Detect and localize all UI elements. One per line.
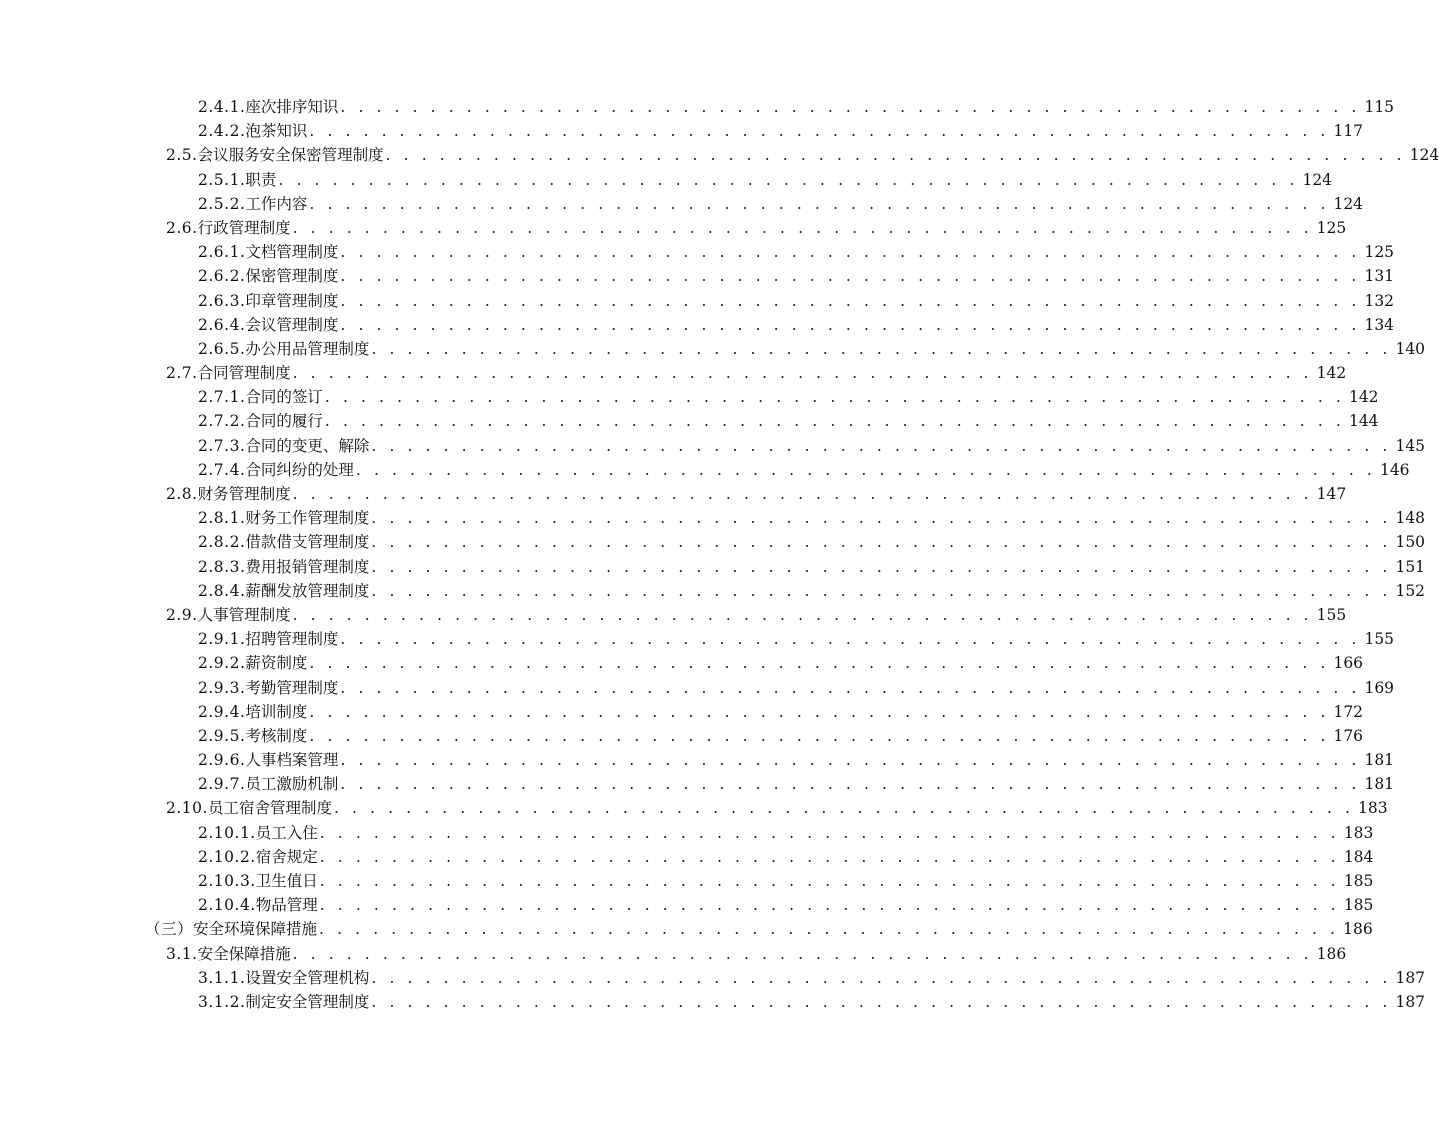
toc-entry-page-number: 184	[1343, 847, 1374, 866]
toc-entry-number: 2.4.1.	[198, 98, 246, 116]
toc-dot-leader: . . . . . . . . . . . . . . . . . . . . . . . . . . . . . . . . . . . . . . . . . . . . . . . . . . . . . . . . .	[319, 872, 1340, 890]
toc-entry-title: 办公用品管理制度	[245, 339, 370, 358]
toc-entry-page-number: 166	[1333, 654, 1364, 673]
toc-entry-title: 卫生值日	[255, 872, 318, 890]
toc-entry-page-number: 150	[1395, 533, 1426, 552]
toc-dot-leader: . . . . . . . . . . . . . . . . . . . . . . . . . . . . . . . . . . . . . . . . . . . . . . . . . . . . . . . . .	[371, 581, 1392, 600]
toc-entry-number: 2.10.1.	[198, 823, 256, 842]
toc-entry-title: 设置安全管理机构	[245, 968, 370, 987]
toc-dot-leader: . . . . . . . . . . . . . . . . . . . . . . . . . . . . . . . . . . . . . . . . . . . . . . . . . . . . . . . . .	[340, 751, 1361, 770]
toc-entry-page-number: 142	[1348, 388, 1379, 407]
toc-entry[interactable]	[166, 143, 1439, 167]
toc-entry[interactable]	[198, 676, 1395, 700]
toc-entry[interactable]	[198, 95, 1395, 119]
toc-entry-title: 会议服务安全保密管理制度	[197, 146, 384, 165]
toc-entry[interactable]	[166, 942, 1347, 966]
toc-entry[interactable]	[198, 869, 1374, 893]
toc-entry-page-number: 140	[1395, 339, 1426, 358]
toc-entry-title: 宿舍规定	[255, 847, 318, 866]
toc-entry-number: 2.9.5.	[198, 726, 246, 745]
toc-entry[interactable]	[198, 119, 1364, 143]
toc-entry-number: 2.7.2.	[198, 412, 246, 431]
toc-entry-page-number: 152	[1395, 581, 1426, 600]
toc-entry-number: 3.1.1.	[198, 968, 246, 987]
toc-entry-title: 物品管理	[255, 896, 318, 915]
toc-entry-line	[198, 869, 1374, 893]
toc-entry-number: 2.6.3.	[198, 291, 246, 310]
toc-entry-page-number: 134	[1364, 315, 1395, 334]
toc-entry-number: 2.7.4.	[198, 460, 246, 479]
toc-entry-page-number: 132	[1364, 291, 1395, 310]
toc-entry-title: 合同的变更、解除	[245, 436, 370, 455]
toc-entry-line	[166, 361, 1347, 385]
toc-entry-page-number: 185	[1343, 896, 1374, 915]
toc-entry-line	[198, 119, 1364, 143]
toc-entry[interactable]	[198, 627, 1395, 651]
toc-entry-page-number: 124	[1302, 170, 1333, 189]
toc-entry-number: 2.8.	[166, 485, 198, 503]
toc-dot-leader: . . . . . . . . . . . . . . . . . . . . . . . . . . . . . . . . . . . . . . . . . . . . . . . . . . . . . . . . .	[319, 847, 1340, 866]
toc-entry-line	[198, 676, 1395, 700]
toc-entry-page-number: 125	[1316, 218, 1347, 237]
toc-entry[interactable]	[166, 216, 1347, 240]
toc-entry[interactable]	[198, 289, 1395, 313]
toc-entry-page-number: 117	[1333, 122, 1364, 141]
toc-entry[interactable]	[198, 264, 1395, 288]
toc-entry-line	[198, 748, 1395, 772]
toc-entry[interactable]	[198, 337, 1426, 361]
toc-entry[interactable]	[198, 990, 1426, 1014]
toc-entry[interactable]	[198, 434, 1426, 458]
toc-entry-page-number: 176	[1333, 726, 1364, 745]
toc-entry[interactable]	[198, 748, 1395, 772]
toc-entry-line	[198, 893, 1374, 917]
toc-entry-line	[198, 506, 1426, 530]
toc-entry-number: 2.7.	[166, 364, 198, 383]
toc-entry-line	[198, 579, 1426, 603]
toc-dot-leader: . . . . . . . . . . . . . . . . . . . . . . . . . . . . . . . . . . . . . . . . . . . . . . . . . . . . . . . . .	[371, 533, 1392, 552]
toc-dot-leader: . . . . . . . . . . . . . . . . . . . . . . . . . . . . . . . . . . . . . . . . . . . . . . . . . . . . . . . . .	[309, 726, 1330, 745]
toc-entry-page-number: 142	[1316, 364, 1347, 383]
toc-entry[interactable]	[198, 845, 1374, 869]
toc-entry-number: 2.10.3.	[198, 872, 256, 890]
toc-dot-leader: . . . . . . . . . . . . . . . . . . . . . . . . . . . . . . . . . . . . . . . . . . . . . . . . . . . . . . . . .	[309, 194, 1330, 213]
toc-entry-title: 薪酬发放管理制度	[245, 581, 370, 600]
toc-entry-line	[198, 772, 1395, 796]
toc-entry-page-number: 187	[1395, 968, 1426, 987]
toc-entry-number: 2.10.4.	[198, 896, 256, 915]
toc-entry-number: 2.5.	[166, 146, 198, 165]
toc-entry[interactable]	[198, 385, 1379, 409]
toc-entry-title: 职责	[245, 170, 277, 189]
toc-entry-line	[166, 942, 1347, 966]
toc-entry-title: 培训制度	[245, 702, 308, 721]
toc-dot-leader: . . . . . . . . . . . . . . . . . . . . . . . . . . . . . . . . . . . . . . . . . . . . . . . . . . . . . . . . .	[319, 823, 1340, 842]
toc-entry-line	[198, 651, 1364, 675]
toc-entry-title: 泡茶知识	[245, 122, 308, 141]
toc-entry-title: 费用报销管理制度	[245, 557, 370, 576]
toc-entry-title: 人事档案管理	[245, 751, 339, 770]
toc-dot-leader: . . . . . . . . . . . . . . . . . . . . . . . . . . . . . . . . . . . . . . . . . . . . . . . . . . . . . . . . .	[355, 460, 1376, 479]
toc-entry[interactable]	[198, 579, 1426, 603]
toc-entry[interactable]	[198, 409, 1379, 433]
toc-entry-number: 2.9.3.	[198, 678, 246, 697]
toc-entry[interactable]	[198, 168, 1333, 192]
toc-dot-leader: . . . . . . . . . . . . . . . . . . . . . . . . . . . . . . . . . . . . . . . . . . . . . . . . . . . . . . . . .	[309, 654, 1330, 673]
toc-entry-title: 座次排序知识	[245, 98, 339, 116]
toc-entry-number: （三）	[145, 920, 194, 939]
toc-entry-line	[198, 385, 1379, 409]
toc-entry-line	[198, 966, 1426, 990]
toc-dot-leader: . . . . . . . . . . . . . . . . . . . . . . . . . . . . . . . . . . . . . . . . . . . . . . . . . . . . . . . . .	[309, 702, 1330, 721]
toc-entry-page-number: 183	[1343, 823, 1374, 842]
toc-entry-line	[198, 95, 1395, 119]
toc-dot-leader: . . . . . . . . . . . . . . . . . . . . . . . . . . . . . . . . . . . . . . . . . . . . . . . . . . . . . . . . .	[278, 170, 1299, 189]
toc-entry-title: 印章管理制度	[245, 291, 339, 310]
toc-entry[interactable]	[166, 361, 1347, 385]
toc-entry[interactable]	[145, 917, 1373, 941]
toc-entry-number: 2.10.2.	[198, 847, 256, 866]
toc-dot-leader: . . . . . . . . . . . . . . . . . . . . . . . . . . . . . . . . . . . . . . . . . . . . . . . . . . . . . . . . .	[292, 485, 1313, 503]
toc-entry-line	[198, 555, 1426, 579]
toc-entry[interactable]	[166, 603, 1347, 627]
toc-entry-line	[198, 990, 1426, 1014]
toc-entry-title: 合同的履行	[245, 412, 323, 431]
toc-entry-title: 保密管理制度	[245, 267, 339, 286]
toc-entry-line	[198, 337, 1426, 361]
toc-entry-line	[198, 700, 1364, 724]
toc-entry-title: 员工激励机制	[245, 775, 339, 794]
toc-entry-title: 合同管理制度	[197, 364, 291, 383]
toc-entry[interactable]	[198, 966, 1426, 990]
toc-entry-number: 2.10.	[166, 799, 208, 818]
toc-entry-page-number: 147	[1316, 485, 1347, 503]
toc-entry-page-number: 144	[1348, 412, 1379, 431]
toc-entry-number: 2.8.2.	[198, 533, 246, 552]
toc-entry-page-number: 187	[1395, 992, 1426, 1011]
toc-dot-leader: . . . . . . . . . . . . . . . . . . . . . . . . . . . . . . . . . . . . . . . . . . . . . . . . . . . . . . . . .	[340, 678, 1361, 697]
toc-entry-page-number: 115	[1364, 98, 1395, 116]
toc-entry-title: 员工宿舍管理制度	[207, 799, 332, 818]
toc-dot-leader: . . . . . . . . . . . . . . . . . . . . . . . . . . . . . . . . . . . . . . . . . . . . . . . . . . . . . . . . .	[371, 339, 1392, 358]
toc-entry-title: 薪资制度	[245, 654, 308, 673]
toc-entry-number: 2.7.3.	[198, 436, 246, 455]
toc-dot-leader: . . . . . . . . . . . . . . . . . . . . . . . . . . . . . . . . . . . . . . . . . . . . . . . . . . . . . . . . .	[371, 992, 1392, 1011]
toc-entry-page-number: 181	[1364, 751, 1395, 770]
toc-entry-page-number: 148	[1395, 509, 1426, 528]
toc-entry-number: 2.8.1.	[198, 509, 246, 528]
toc-entry-page-number: 131	[1364, 267, 1395, 286]
toc-entry-title: 人事管理制度	[197, 605, 291, 624]
toc-dot-leader: . . . . . . . . . . . . . . . . . . . . . . . . . . . . . . . . . . . . . . . . . . . . . . . . . . . . . . . . .	[340, 630, 1361, 649]
toc-entry-page-number: 181	[1364, 775, 1395, 794]
toc-dot-leader: . . . . . . . . . . . . . . . . . . . . . . . . . . . . . . . . . . . . . . . . . . . . . . . . . . . . . . . . .	[340, 98, 1361, 116]
toc-entry-number: 2.9.1.	[198, 630, 246, 649]
toc-dot-leader: . . . . . . . . . . . . . . . . . . . . . . . . . . . . . . . . . . . . . . . . . . . . . . . . . . . . . . . . .	[340, 291, 1361, 310]
toc-entry[interactable]	[198, 821, 1374, 845]
toc-entry-page-number: 155	[1364, 630, 1395, 649]
toc-entry-line	[198, 724, 1364, 748]
toc-entry[interactable]	[198, 893, 1374, 917]
toc-entry-page-number: 155	[1316, 605, 1347, 624]
toc-entry-number: 2.6.2.	[198, 267, 246, 286]
toc-entry-page-number: 169	[1364, 678, 1395, 697]
toc-entry-page-number: 172	[1333, 702, 1364, 721]
toc-entry-page-number: 125	[1364, 243, 1395, 262]
toc-dot-leader: . . . . . . . . . . . . . . . . . . . . . . . . . . . . . . . . . . . . . . . . . . . . . . . . . . . . . . . . .	[371, 968, 1392, 987]
toc-entry-line	[198, 192, 1364, 216]
toc-dot-leader: . . . . . . . . . . . . . . . . . . . . . . . . . . . . . . . . . . . . . . . . . . . . . . . . . . . . . . . . .	[324, 388, 1345, 407]
toc-entry-number: 2.5.1.	[198, 170, 246, 189]
toc-entry-line	[166, 796, 1388, 820]
toc-entry-title: 安全环境保障措施	[193, 920, 318, 939]
toc-entry-line	[198, 313, 1395, 337]
toc-entry-page-number: 185	[1343, 872, 1374, 890]
toc-entry[interactable]	[198, 651, 1364, 675]
toc-dot-leader: . . . . . . . . . . . . . . . . . . . . . . . . . . . . . . . . . . . . . . . . . . . . . . . . . . . . . . . . .	[319, 920, 1340, 939]
toc-dot-leader: . . . . . . . . . . . . . . . . . . . . . . . . . . . . . . . . . . . . . . . . . . . . . . . . . . . . . . . . .	[324, 412, 1345, 431]
toc-entry-number: 2.5.2.	[198, 194, 246, 213]
toc-entry-page-number: 145	[1395, 436, 1426, 455]
toc-entry-line	[198, 434, 1426, 458]
toc-entry-line	[198, 264, 1395, 288]
toc-entry-title: 合同纠纷的处理	[245, 460, 354, 479]
toc-entry-title: 员工入住	[255, 823, 318, 842]
toc-entry-title: 财务管理制度	[197, 485, 291, 503]
toc-entry-title: 文档管理制度	[245, 243, 339, 262]
toc-entry-number: 3.1.2.	[198, 992, 246, 1011]
toc-entry-number: 2.7.1.	[198, 388, 246, 407]
toc-entry-page-number: 146	[1379, 460, 1410, 479]
toc-dot-leader: . . . . . . . . . . . . . . . . . . . . . . . . . . . . . . . . . . . . . . . . . . . . . . . . . . . . . . . . .	[340, 243, 1361, 262]
toc-entry-number: 2.9.	[166, 605, 198, 624]
toc-entry-number: 2.9.7.	[198, 775, 246, 794]
toc-entry-number: 2.6.4.	[198, 315, 246, 334]
toc-entry-number: 2.9.4.	[198, 702, 246, 721]
toc-entry[interactable]	[198, 772, 1395, 796]
table-of-contents	[0, 95, 1439, 1014]
toc-entry-number: 2.9.2.	[198, 654, 246, 673]
toc-entry-line	[198, 627, 1395, 651]
toc-entry-title: 会议管理制度	[245, 315, 339, 334]
toc-entry[interactable]	[166, 796, 1388, 820]
toc-dot-leader: . . . . . . . . . . . . . . . . . . . . . . . . . . . . . . . . . . . . . . . . . . . . . . . . . . . . . . . . .	[371, 557, 1392, 576]
toc-entry-number: 2.9.6.	[198, 751, 246, 770]
toc-entry-title: 制定安全管理制度	[245, 992, 370, 1011]
toc-entry[interactable]	[198, 530, 1426, 554]
toc-entry-line	[166, 482, 1347, 506]
toc-dot-leader: . . . . . . . . . . . . . . . . . . . . . . . . . . . . . . . . . . . . . . . . . . . . . . . . . . . . . . . . .	[340, 315, 1361, 334]
toc-entry-title: 借款借支管理制度	[245, 533, 370, 552]
toc-entry-page-number: 186	[1316, 944, 1347, 963]
toc-entry-line	[198, 409, 1379, 433]
toc-entry-line	[166, 603, 1347, 627]
toc-entry-line	[198, 458, 1410, 482]
toc-entry-line	[166, 143, 1439, 167]
toc-entry[interactable]	[198, 458, 1410, 482]
toc-entry-line	[198, 821, 1374, 845]
toc-entry[interactable]	[198, 555, 1426, 579]
toc-dot-leader: . . . . . . . . . . . . . . . . . . . . . . . . . . . . . . . . . . . . . . . . . . . . . . . . . . . . . . . . .	[292, 944, 1313, 963]
toc-entry-line	[198, 530, 1426, 554]
toc-entry[interactable]	[198, 240, 1395, 264]
toc-entry-page-number: 124	[1409, 146, 1439, 165]
toc-dot-leader: . . . . . . . . . . . . . . . . . . . . . . . . . . . . . . . . . . . . . . . . . . . . . . . . . . . . . . . . .	[371, 509, 1392, 528]
toc-entry-number: 2.6.	[166, 218, 198, 237]
toc-entry[interactable]	[198, 506, 1426, 530]
toc-dot-leader: . . . . . . . . . . . . . . . . . . . . . . . . . . . . . . . . . . . . . . . . . . . . . . . . . . . . . . . . .	[371, 436, 1392, 455]
toc-entry-line	[198, 289, 1395, 313]
toc-entry-page-number: 151	[1395, 557, 1426, 576]
toc-entry-page-number: 124	[1333, 194, 1364, 213]
toc-entry-line	[198, 240, 1395, 264]
toc-entry-page-number: 183	[1358, 799, 1388, 818]
toc-entry-title: 招聘管理制度	[245, 630, 339, 649]
toc-entry-number: 2.6.5.	[198, 339, 246, 358]
toc-entry[interactable]	[198, 700, 1364, 724]
toc-dot-leader: . . . . . . . . . . . . . . . . . . . . . . . . . . . . . . . . . . . . . . . . . . . . . . . . . . . . . . . . .	[340, 267, 1361, 286]
toc-entry-number: 3.1.	[166, 944, 198, 963]
toc-dot-leader: . . . . . . . . . . . . . . . . . . . . . . . . . . . . . . . . . . . . . . . . . . . . . . . . . . . . . . . . .	[333, 799, 1355, 818]
toc-entry[interactable]	[198, 192, 1364, 216]
toc-entry-line	[145, 917, 1373, 941]
toc-entry[interactable]	[198, 313, 1395, 337]
toc-entry-title: 行政管理制度	[197, 218, 291, 237]
toc-entry-title: 考核制度	[245, 726, 308, 745]
toc-entry-line	[198, 168, 1333, 192]
toc-dot-leader: . . . . . . . . . . . . . . . . . . . . . . . . . . . . . . . . . . . . . . . . . . . . . . . . . . . . . . . . .	[309, 122, 1330, 141]
toc-dot-leader: . . . . . . . . . . . . . . . . . . . . . . . . . . . . . . . . . . . . . . . . . . . . . . . . . . . . . . . . .	[292, 364, 1313, 383]
toc-dot-leader: . . . . . . . . . . . . . . . . . . . . . . . . . . . . . . . . . . . . . . . . . . . . . . . . . . . . . . . . .	[385, 146, 1406, 165]
toc-entry-title: 工作内容	[245, 194, 308, 213]
toc-entry-page-number: 186	[1343, 920, 1373, 939]
toc-dot-leader: . . . . . . . . . . . . . . . . . . . . . . . . . . . . . . . . . . . . . . . . . . . . . . . . . . . . . . . . .	[319, 896, 1340, 915]
toc-entry-number: 2.8.4.	[198, 581, 246, 600]
toc-entry-line	[166, 216, 1347, 240]
toc-entry-number: 2.6.1.	[198, 243, 246, 262]
toc-entry-title: 财务工作管理制度	[245, 509, 370, 528]
toc-entry-title: 合同的签订	[245, 388, 323, 407]
toc-entry-title: 安全保障措施	[197, 944, 291, 963]
toc-dot-leader: . . . . . . . . . . . . . . . . . . . . . . . . . . . . . . . . . . . . . . . . . . . . . . . . . . . . . . . . .	[292, 218, 1313, 237]
toc-entry-title: 考勤管理制度	[245, 678, 339, 697]
toc-entry-line	[198, 845, 1374, 869]
toc-entry-number: 2.8.3.	[198, 557, 246, 576]
toc-entry[interactable]	[166, 482, 1347, 506]
toc-entry-number: 2.4.2.	[198, 122, 246, 141]
toc-dot-leader: . . . . . . . . . . . . . . . . . . . . . . . . . . . . . . . . . . . . . . . . . . . . . . . . . . . . . . . . .	[292, 605, 1313, 624]
toc-dot-leader: . . . . . . . . . . . . . . . . . . . . . . . . . . . . . . . . . . . . . . . . . . . . . . . . . . . . . . . . .	[340, 775, 1361, 794]
toc-entry[interactable]	[198, 724, 1364, 748]
